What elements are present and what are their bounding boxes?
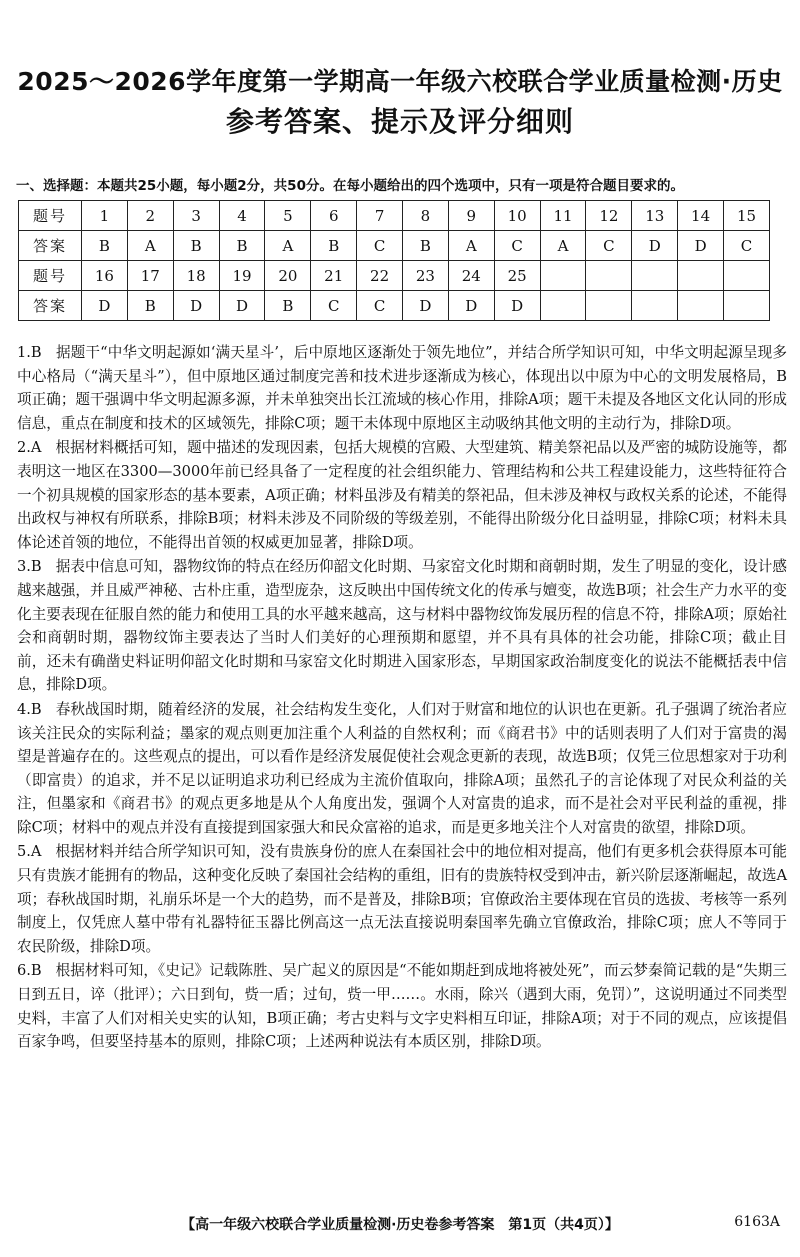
table-cell: A (448, 231, 494, 261)
table-cell: 10 (494, 201, 540, 231)
table-cell: 5 (265, 201, 311, 231)
item-number: 6.B (17, 962, 42, 980)
explanation-item (17, 840, 787, 958)
table-cell: 6 (311, 201, 357, 231)
table-cell: 1 (82, 201, 128, 231)
explanation-item (17, 959, 787, 1053)
table-cell: D (219, 291, 265, 321)
table-cell: 14 (678, 201, 724, 231)
item-text: 春秋战国时期，随着经济的发展，社会结构发生变化，人们对于财富和地位的认识也在更新。孔子强调了统治者应该关注民众的实际利益；墨家的观点则更加注重个人利益的自然权利；而《商君书》中的话则表明了人们对于富贵的渴望是普遍存在的。这些观点的提出，可以看作是经济发展促使社会观念更新的表现，故选B项；仅凭三位思想家对于功利（即富贵）的追求，并不足以证明追求功利已经成为主流价值取向，排除A项；虽然孔子的言论体现了对民众利益的关注，但墨家和《商君书》的观点更多地是从个人角度出发，强调个人对富贵的追求，而不是社会对平民利益的重视，排除C项；材料中的观点并没有直接提到国家强大和民众富裕的追求，而是更多地关注个人对富贵的欲望，排除D项。 (17, 700, 787, 836)
table-cell (724, 261, 770, 291)
table-cell: B (403, 231, 449, 261)
table-cell (724, 291, 770, 321)
table-row (19, 261, 770, 291)
table-cell: D (632, 231, 678, 261)
item-text: 据表中信息可知，器物纹饰的特点在经历仰韶文化时期、马家窑文化时期和商朝时期，发生了明显的变化，设计感越来越强，并且威严神秘、古朴庄重，造型庞杂，这反映出中国传统文化的传承与嬗变，故选B项；社会生产力水平的变化主要表现在征服自然的能力和使用工具的水平越来越高，这与材料中器物纹饰发展历程的信息不符，排除A项；原始社会和商朝时期，器物纹饰主要表达了当时人们美好的心理预期和愿望，并不具有具体的社会功能，排除C项；截止目前，还未有确凿史料证明仰韶文化时期和马家窑文化时期进入国家形态，早期国家政治制度变化的说法不能概括表中信息，排除D项。 (17, 558, 787, 694)
document-title: 2025～2026学年度第一学期高一年级六校联合学业质量检测·历史 (17, 67, 783, 96)
table-cell: B (173, 231, 219, 261)
page-footer: 【高一年级六校联合学业质量检测·历史卷参考答案 第1页（共4页）】 (181, 1217, 619, 1233)
table-row (19, 291, 770, 321)
table-cell: B (127, 291, 173, 321)
row-header-cell: 题号 (19, 201, 82, 231)
table-cell: B (311, 231, 357, 261)
table-row (19, 201, 770, 231)
item-text: 根据材料可知，《史记》记载陈胜、吴广起义的原因是“不能如期赶到成地将被处死”，而云梦秦简记载的是“失期三日到五日，谇（批评）；六日到旬，赀一盾；过旬，赀一甲……。水雨，除兴（遇到大雨，免罚）”，这说明通过不同类型史料，丰富了人们对相关史实的认知，B项正确；考古史料与文字史料相互印证，排除A项；对于不同的观点，应该提倡百家争鸣，但要坚持基本的原则，排除C项；上述两种说法有本质区别，排除D项。 (17, 962, 788, 1051)
table-cell: 11 (540, 201, 586, 231)
table-cell: 4 (219, 201, 265, 231)
table-cell (678, 291, 724, 321)
table-cell: 16 (82, 261, 128, 291)
explanation-item (17, 555, 787, 697)
row-header-cell: 答案 (19, 231, 82, 261)
table-cell: A (540, 231, 586, 261)
table-cell (632, 291, 678, 321)
explanation-list (17, 341, 787, 1055)
table-cell (540, 291, 586, 321)
table-cell: C (586, 231, 632, 261)
item-number: 2.A (17, 439, 42, 457)
item-number: 1.B (17, 344, 42, 361)
table-cell: A (265, 231, 311, 261)
table-cell: A (127, 231, 173, 261)
table-cell: D (403, 291, 449, 321)
table-cell: 20 (265, 261, 311, 291)
table-cell: D (448, 291, 494, 321)
table-cell: 3 (173, 201, 219, 231)
table-cell: D (494, 291, 540, 321)
table-cell: 17 (127, 261, 173, 291)
table-cell: 18 (173, 261, 219, 291)
table-cell: D (678, 231, 724, 261)
table-cell: 9 (448, 201, 494, 231)
item-text: 根据材料概括可知，题中描述的发现因素，包括大规模的宫殿、大型建筑、精美祭祀品以及严密的城防设施等，都表明这一地区在3300—3000年前已经具备了一定程度的社会组织能力、管理结构和公共工程建设能力，这些特征符合一个初具规模的国家形态的基本要素，A项正确；材料虽涉及有精美的祭祀品，但未涉及神权与政权关系的论述，不能得出政权与神权有所联系，排除B项；材料未涉及不同阶级的等级差别，不能得出阶级分化日益明显，排除C项；材料未具体论述首领的地位，不能得出首领的权威更加显著，排除D项。 (17, 439, 787, 551)
explanation-item (17, 341, 787, 435)
table-cell: 24 (448, 261, 494, 291)
table-row (19, 231, 770, 261)
table-cell: B (82, 231, 128, 261)
table-cell: 8 (403, 201, 449, 231)
table-cell (586, 261, 632, 291)
table-cell: D (173, 291, 219, 321)
table-cell: 19 (219, 261, 265, 291)
table-cell: 25 (494, 261, 540, 291)
table-cell: C (357, 291, 403, 321)
table-cell: C (311, 291, 357, 321)
table-cell: B (219, 231, 265, 261)
table-cell: C (357, 231, 403, 261)
table-cell (678, 261, 724, 291)
table-cell: 7 (357, 201, 403, 231)
row-header-cell: 答案 (19, 291, 82, 321)
document-subtitle: 参考答案、提示及评分细则 (225, 105, 574, 138)
document-code: 6163A (734, 1214, 780, 1230)
table-cell: 21 (311, 261, 357, 291)
table-cell: 13 (632, 201, 678, 231)
item-text: 据题干“中华文明起源如‘满天星斗’，后中原地区逐渐处于领先地位”，并结合所学知识可知，中华文明起源呈现多中心格局（“满天星斗”），但中原地区通过制度完善和技术进步逐渐成为核心，体现出以中原为中心的文明发展格局，B项正确；题干强调中华文明起源多源，并未单独突出长江流域的核心作用，排除A项；题干未提及各地区文化认同的形成信息，重点在制度和技术的区域领先，排除C项；题干未体现中原地区主动吸纳其他文明的主动行为，排除D项。 (17, 344, 787, 432)
table-cell (586, 291, 632, 321)
item-number: 5.A (17, 843, 42, 861)
table-cell: 23 (403, 261, 449, 291)
table-cell: B (265, 291, 311, 321)
item-text: 根据材料并结合所学知识可知，没有贵族身份的庶人在秦国社会中的地位相对提高，他们有更多机会获得原本可能只有贵族才能拥有的物品，这种变化反映了秦国社会结构的重组，旧有的贵族特权受到冲击，新兴阶层逐渐崛起，故选A项；春秋战国时期，礼崩乐坏是一个大的趋势，而不是普及，排除B项；官僚政治主要体现在官员的选拔、考核等一系列制度上，仅凭庶人墓中带有礼器特征玉器比例高这一点无法直接说明秦国率先确立官僚政治，排除C项；庶人不等同于农民阶级，排除D项。 (17, 843, 787, 955)
table-cell: C (494, 231, 540, 261)
table-cell: C (724, 231, 770, 261)
explanation-item (17, 436, 787, 554)
table-cell (540, 261, 586, 291)
table-cell: D (82, 291, 128, 321)
table-cell: 12 (586, 201, 632, 231)
answer-table (18, 200, 770, 321)
row-header-cell: 题号 (19, 261, 82, 291)
table-cell: 2 (127, 201, 173, 231)
explanation-item (17, 698, 787, 840)
table-cell: 15 (724, 201, 770, 231)
table-cell: 22 (357, 261, 403, 291)
table-cell (632, 261, 678, 291)
item-number: 4.B (17, 700, 42, 718)
section-heading: 一、选择题：本题共25小题，每小题2分，共50分。在每小题给出的四个选项中，只有一项是符合题目要求的。 (16, 178, 684, 194)
item-number: 3.B (17, 558, 42, 576)
